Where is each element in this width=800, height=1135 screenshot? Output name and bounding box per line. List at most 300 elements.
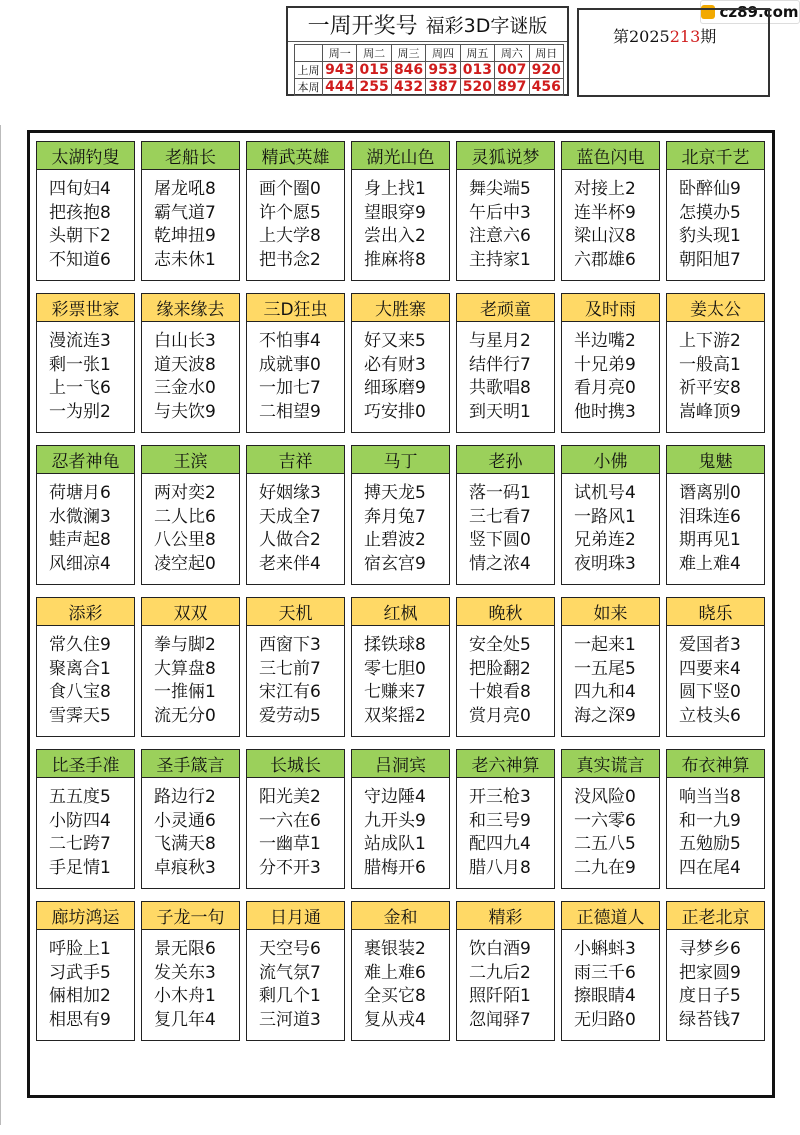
riddle-line: 巧安排0 bbox=[364, 401, 426, 422]
riddle-card bbox=[246, 597, 345, 737]
riddle-line: 奔月兔7 bbox=[364, 506, 426, 527]
card-title: 正德道人 bbox=[562, 902, 659, 930]
riddle-line: 卧醉仙9 bbox=[679, 179, 741, 199]
card-title: 双双 bbox=[142, 598, 239, 626]
riddle-line: 止碧波2 bbox=[364, 530, 426, 550]
riddle-line: 景无限6 bbox=[154, 939, 216, 959]
riddle-line: 阳光美2 bbox=[259, 787, 321, 807]
riddle-line: 流无分0 bbox=[154, 705, 216, 726]
riddle-line: 主持家1 bbox=[469, 249, 531, 270]
card-title: 彩票世家 bbox=[37, 294, 134, 322]
riddle-line: 开三枪3 bbox=[469, 787, 531, 807]
issue-prefix: 第2025 bbox=[613, 27, 670, 46]
riddle-line: 屠龙吼8 bbox=[154, 179, 216, 199]
riddle-line: 度日子5 bbox=[679, 986, 741, 1006]
riddle-line: 雪霁天5 bbox=[49, 705, 111, 726]
riddle-line: 腊八月8 bbox=[469, 857, 531, 878]
card-title: 太湖钓叟 bbox=[37, 142, 134, 170]
riddle-line: 二相望9 bbox=[259, 401, 321, 422]
riddle-line: 守边陲4 bbox=[364, 787, 426, 807]
riddle-card bbox=[36, 901, 135, 1041]
riddle-card bbox=[246, 293, 345, 433]
riddle-line: 志未休1 bbox=[154, 249, 216, 270]
riddle-line: 路边行2 bbox=[154, 787, 216, 807]
card-lines bbox=[352, 474, 449, 576]
riddle-line: 泪珠连6 bbox=[679, 506, 741, 527]
riddle-card bbox=[561, 141, 660, 281]
card-title: 忍者神龟 bbox=[37, 446, 134, 474]
riddle-line: 爱国者3 bbox=[679, 635, 741, 655]
riddle-card bbox=[351, 901, 450, 1041]
card-lines bbox=[457, 474, 554, 576]
riddle-card bbox=[666, 445, 765, 585]
riddle-card bbox=[141, 445, 240, 585]
riddle-line: 一推倆1 bbox=[154, 682, 216, 702]
riddle-card bbox=[456, 597, 555, 737]
riddle-line: 一起来1 bbox=[574, 635, 636, 655]
riddle-line: 宋江有6 bbox=[259, 682, 321, 702]
card-title: 灵狐说梦 bbox=[457, 142, 554, 170]
riddle-line: 怎摸办5 bbox=[679, 202, 741, 223]
riddle-grid bbox=[27, 130, 775, 1098]
riddle-line: 上下游2 bbox=[679, 331, 741, 351]
header-title: 一周开奖号 bbox=[307, 14, 418, 39]
riddle-card bbox=[561, 749, 660, 889]
card-lines bbox=[667, 170, 764, 272]
riddle-line: 情之浓4 bbox=[469, 553, 531, 574]
riddle-line: 三七前7 bbox=[259, 658, 321, 679]
card-title: 正老北京 bbox=[667, 902, 764, 930]
riddle-line: 夜明珠3 bbox=[574, 553, 636, 574]
weekly-draw-header bbox=[286, 6, 569, 96]
draw-number: 444 bbox=[323, 79, 357, 96]
riddle-line: 半边嘴2 bbox=[574, 331, 636, 351]
riddle-line: 大算盘8 bbox=[154, 658, 216, 679]
riddle-line: 立枝头6 bbox=[679, 705, 741, 726]
card-row bbox=[36, 597, 770, 739]
left-divider bbox=[0, 125, 1, 1125]
riddle-card bbox=[246, 141, 345, 281]
draw-number: 897 bbox=[495, 79, 529, 96]
day-cell: 周一 bbox=[323, 45, 357, 62]
card-title: 缘来缘去 bbox=[142, 294, 239, 322]
draw-number: 943 bbox=[323, 62, 357, 79]
riddle-card bbox=[141, 293, 240, 433]
riddle-line: 流气氛7 bbox=[259, 962, 321, 983]
card-title: 长城长 bbox=[247, 750, 344, 778]
riddle-line: 十兄弟9 bbox=[574, 354, 636, 375]
riddle-line: 四旬妇4 bbox=[49, 179, 111, 199]
card-title: 老船长 bbox=[142, 142, 239, 170]
draw-number: 013 bbox=[460, 62, 494, 79]
card-lines bbox=[247, 778, 344, 880]
card-title: 红枫 bbox=[352, 598, 449, 626]
riddle-card bbox=[246, 749, 345, 889]
riddle-card bbox=[141, 597, 240, 737]
card-title: 精彩 bbox=[457, 902, 554, 930]
card-lines bbox=[457, 778, 554, 880]
riddle-line: 八公里8 bbox=[154, 530, 216, 550]
riddle-line: 凌空起0 bbox=[154, 553, 216, 574]
riddle-card bbox=[36, 141, 135, 281]
card-title: 精武英雄 bbox=[247, 142, 344, 170]
card-lines bbox=[142, 474, 239, 576]
card-lines bbox=[562, 474, 659, 576]
riddle-line: 尝出入2 bbox=[364, 226, 426, 246]
card-lines bbox=[37, 322, 134, 424]
card-lines bbox=[247, 930, 344, 1032]
riddle-line: 对接上2 bbox=[574, 179, 636, 199]
riddle-line: 与夫饮9 bbox=[154, 401, 216, 422]
card-lines bbox=[667, 474, 764, 576]
card-row bbox=[36, 293, 770, 435]
riddle-line: 白山长3 bbox=[154, 331, 216, 351]
card-title: 姜太公 bbox=[667, 294, 764, 322]
riddle-line: 不怕事4 bbox=[259, 331, 321, 351]
riddle-card bbox=[351, 749, 450, 889]
riddle-line: 零七胆0 bbox=[364, 658, 426, 679]
riddle-line: 竖下圆0 bbox=[469, 530, 531, 550]
card-lines bbox=[352, 626, 449, 728]
riddle-line: 共歌唱8 bbox=[469, 378, 531, 398]
riddle-line: 必有财3 bbox=[364, 354, 426, 375]
riddle-line: 手足情1 bbox=[49, 857, 111, 878]
riddle-line: 四九和4 bbox=[574, 682, 636, 702]
riddle-card bbox=[141, 749, 240, 889]
riddle-line: 雨三千6 bbox=[574, 962, 636, 983]
riddle-line: 照阡陌1 bbox=[469, 986, 531, 1006]
card-lines bbox=[37, 778, 134, 880]
riddle-line: 两对奕2 bbox=[154, 483, 216, 503]
riddle-line: 和三号9 bbox=[469, 810, 531, 831]
this-week-label: 本周 bbox=[295, 79, 323, 96]
card-title: 吕洞宾 bbox=[352, 750, 449, 778]
card-row bbox=[36, 749, 770, 891]
card-lines bbox=[37, 474, 134, 576]
draw-number: 007 bbox=[495, 62, 529, 79]
card-title: 吉祥 bbox=[247, 446, 344, 474]
riddle-line: 人做合2 bbox=[259, 530, 321, 550]
card-lines bbox=[142, 626, 239, 728]
card-title: 北京千艺 bbox=[667, 142, 764, 170]
riddle-line: 风细凉4 bbox=[49, 553, 111, 574]
riddle-line: 小防四4 bbox=[49, 810, 111, 831]
riddle-line: 无归路0 bbox=[574, 1009, 636, 1030]
card-lines bbox=[667, 626, 764, 728]
riddle-line: 把家圆9 bbox=[679, 962, 741, 983]
riddle-line: 谮离别0 bbox=[679, 483, 741, 503]
riddle-line: 一六零6 bbox=[574, 810, 636, 831]
riddle-line: 饮白酒9 bbox=[469, 939, 531, 959]
riddle-line: 望眼穿9 bbox=[364, 202, 426, 223]
riddle-line: 一加七7 bbox=[259, 378, 321, 398]
card-row bbox=[36, 141, 770, 283]
riddle-line: 爱劳动5 bbox=[259, 705, 321, 726]
riddle-line: 相思有9 bbox=[49, 1009, 111, 1030]
riddle-line: 复几年4 bbox=[154, 1009, 216, 1030]
riddle-line: 四在尾4 bbox=[679, 857, 741, 878]
riddle-line: 倆相加2 bbox=[49, 986, 111, 1006]
draw-number: 456 bbox=[529, 79, 563, 96]
riddle-line: 发关东3 bbox=[154, 962, 216, 983]
riddle-line: 一般高1 bbox=[679, 354, 741, 375]
riddle-line: 食八宝8 bbox=[49, 682, 111, 702]
riddle-line: 成就事0 bbox=[259, 354, 321, 375]
card-title: 比圣手准 bbox=[37, 750, 134, 778]
riddle-line: 裹银装2 bbox=[364, 939, 426, 959]
card-lines bbox=[457, 170, 554, 272]
riddle-line: 全买它8 bbox=[364, 986, 426, 1006]
draw-number: 920 bbox=[529, 62, 563, 79]
card-lines bbox=[352, 930, 449, 1032]
riddle-line: 剩一张1 bbox=[49, 354, 111, 375]
draw-number: 387 bbox=[426, 79, 460, 96]
draw-number: 953 bbox=[426, 62, 460, 79]
card-lines bbox=[352, 778, 449, 880]
riddle-line: 把孩抱8 bbox=[49, 202, 111, 223]
riddle-line: 一幽草1 bbox=[259, 834, 321, 854]
issue-suffix: 期 bbox=[700, 27, 717, 46]
riddle-line: 许个愿5 bbox=[259, 202, 321, 223]
riddle-card bbox=[141, 901, 240, 1041]
riddle-line: 和一九9 bbox=[679, 810, 741, 831]
card-lines bbox=[37, 626, 134, 728]
riddle-card bbox=[456, 901, 555, 1041]
riddle-card bbox=[351, 445, 450, 585]
riddle-line: 把脸翻2 bbox=[469, 658, 531, 679]
card-lines bbox=[562, 778, 659, 880]
riddle-line: 细琢磨9 bbox=[364, 378, 426, 398]
riddle-line: 响当当8 bbox=[679, 787, 741, 807]
card-title: 廊坊鸿运 bbox=[37, 902, 134, 930]
riddle-line: 分不开3 bbox=[259, 857, 321, 878]
draw-number: 846 bbox=[391, 62, 425, 79]
issue-number bbox=[613, 24, 716, 47]
card-lines bbox=[562, 930, 659, 1032]
riddle-line: 上大学8 bbox=[259, 226, 321, 246]
card-lines bbox=[37, 170, 134, 272]
card-lines bbox=[562, 322, 659, 424]
riddle-line: 腊梅开6 bbox=[364, 857, 426, 878]
last-week-row bbox=[295, 62, 564, 79]
riddle-line: 兄弟连2 bbox=[574, 530, 636, 550]
card-lines bbox=[457, 322, 554, 424]
riddle-line: 天成全7 bbox=[259, 506, 321, 527]
riddle-card bbox=[36, 445, 135, 585]
card-lines bbox=[562, 626, 659, 728]
card-title: 布衣神算 bbox=[667, 750, 764, 778]
riddle-line: 看月亮0 bbox=[574, 378, 636, 398]
day-cell: 周六 bbox=[495, 45, 529, 62]
riddle-card bbox=[456, 749, 555, 889]
riddle-line: 乾坤扭9 bbox=[154, 226, 216, 246]
card-lines bbox=[37, 930, 134, 1032]
riddle-line: 头朝下2 bbox=[49, 226, 111, 246]
riddle-line: 三七看7 bbox=[469, 506, 531, 527]
riddle-line: 午后中3 bbox=[469, 202, 531, 223]
riddle-line: 画个圈0 bbox=[259, 179, 321, 199]
riddle-card bbox=[666, 293, 765, 433]
riddle-card bbox=[36, 597, 135, 737]
riddle-line: 六郡雄6 bbox=[574, 249, 636, 270]
riddle-card bbox=[456, 293, 555, 433]
card-title: 天机 bbox=[247, 598, 344, 626]
card-lines bbox=[667, 930, 764, 1032]
riddle-line: 天空号6 bbox=[259, 939, 321, 959]
riddle-line: 蛙声起8 bbox=[49, 530, 111, 550]
card-title: 如来 bbox=[562, 598, 659, 626]
riddle-line: 把书念2 bbox=[259, 249, 321, 270]
card-lines bbox=[352, 170, 449, 272]
riddle-line: 梁山汉8 bbox=[574, 226, 636, 246]
riddle-line: 祈平安8 bbox=[679, 378, 741, 398]
weekly-draw-table bbox=[294, 44, 564, 96]
riddle-line: 七赚来7 bbox=[364, 682, 426, 702]
riddle-line: 复从戎4 bbox=[364, 1009, 426, 1030]
riddle-line: 身上找1 bbox=[364, 179, 426, 199]
riddle-line: 连半杯9 bbox=[574, 202, 636, 223]
riddle-line: 霸气道7 bbox=[154, 202, 216, 223]
riddle-card bbox=[351, 293, 450, 433]
corner-cell bbox=[295, 45, 323, 62]
riddle-line: 道天波8 bbox=[154, 354, 216, 375]
riddle-line: 站成队1 bbox=[364, 834, 426, 854]
riddle-line: 五五度5 bbox=[49, 787, 111, 807]
riddle-line: 飞满天8 bbox=[154, 834, 216, 854]
riddle-line: 二七跨7 bbox=[49, 834, 111, 854]
card-title: 晚秋 bbox=[457, 598, 554, 626]
riddle-card bbox=[456, 445, 555, 585]
card-lines bbox=[352, 322, 449, 424]
riddle-line: 与星月2 bbox=[469, 331, 531, 351]
card-title: 晓乐 bbox=[667, 598, 764, 626]
card-lines bbox=[667, 778, 764, 880]
riddle-line: 舞尖端5 bbox=[469, 179, 531, 199]
riddle-card bbox=[561, 293, 660, 433]
riddle-line: 水微澜3 bbox=[49, 506, 111, 527]
card-title: 湖光山色 bbox=[352, 142, 449, 170]
riddle-line: 小灵通6 bbox=[154, 810, 216, 831]
day-cell: 周日 bbox=[529, 45, 563, 62]
draw-number: 520 bbox=[460, 79, 494, 96]
riddle-line: 剩几个1 bbox=[259, 986, 321, 1006]
riddle-card bbox=[561, 597, 660, 737]
riddle-line: 赏月亮0 bbox=[469, 705, 531, 726]
riddle-card bbox=[36, 749, 135, 889]
card-title: 圣手箴言 bbox=[142, 750, 239, 778]
riddle-line: 圆下竖0 bbox=[679, 682, 741, 702]
riddle-line: 推麻将8 bbox=[364, 249, 426, 270]
riddle-line: 三河道3 bbox=[259, 1009, 321, 1030]
riddle-line: 嵩峰顶9 bbox=[679, 401, 741, 422]
day-header-row bbox=[295, 45, 564, 62]
card-title: 小佛 bbox=[562, 446, 659, 474]
card-lines bbox=[667, 322, 764, 424]
card-lines bbox=[142, 322, 239, 424]
riddle-card bbox=[561, 445, 660, 585]
riddle-card bbox=[36, 293, 135, 433]
draw-number: 015 bbox=[357, 62, 391, 79]
card-row bbox=[36, 901, 770, 1043]
card-title: 三D狂虫 bbox=[247, 294, 344, 322]
riddle-line: 注意六6 bbox=[469, 226, 531, 246]
riddle-line: 小木舟1 bbox=[154, 986, 216, 1006]
card-title: 大胜寨 bbox=[352, 294, 449, 322]
last-week-label: 上周 bbox=[295, 62, 323, 79]
riddle-line: 一为别2 bbox=[49, 401, 111, 422]
header-subtitle: 福彩3D字谜版 bbox=[425, 15, 548, 37]
card-lines bbox=[247, 474, 344, 576]
riddle-line: 老来伴4 bbox=[259, 553, 321, 574]
riddle-line: 试机号4 bbox=[574, 483, 636, 503]
riddle-line: 二人比6 bbox=[154, 506, 216, 527]
day-cell: 周四 bbox=[426, 45, 460, 62]
riddle-line: 二五八5 bbox=[574, 834, 636, 854]
riddle-line: 绿苔钱7 bbox=[679, 1009, 741, 1030]
riddle-line: 没风险0 bbox=[574, 787, 636, 807]
riddle-line: 漫流连3 bbox=[49, 331, 111, 351]
header-title-bar bbox=[288, 8, 567, 42]
card-lines bbox=[142, 930, 239, 1032]
card-title: 日月通 bbox=[247, 902, 344, 930]
card-lines bbox=[457, 930, 554, 1032]
riddle-line: 好姻缘3 bbox=[259, 483, 321, 503]
riddle-line: 朝阳旭7 bbox=[679, 249, 741, 270]
draw-number: 255 bbox=[357, 79, 391, 96]
riddle-line: 揉铁球8 bbox=[364, 635, 426, 655]
riddle-card bbox=[351, 597, 450, 737]
riddle-line: 海之深9 bbox=[574, 705, 636, 726]
riddle-card bbox=[666, 597, 765, 737]
card-title: 鬼魅 bbox=[667, 446, 764, 474]
riddle-line: 双桨摇2 bbox=[364, 705, 426, 726]
card-title: 子龙一句 bbox=[142, 902, 239, 930]
card-title: 蓝色闪电 bbox=[562, 142, 659, 170]
riddle-line: 一五尾5 bbox=[574, 658, 636, 679]
card-lines bbox=[142, 170, 239, 272]
riddle-line: 小蝌蚪3 bbox=[574, 939, 636, 959]
riddle-card bbox=[456, 141, 555, 281]
riddle-line: 拳与脚2 bbox=[154, 635, 216, 655]
riddle-line: 上一飞6 bbox=[49, 378, 111, 398]
day-cell: 周二 bbox=[357, 45, 391, 62]
riddle-line: 二九在9 bbox=[574, 857, 636, 878]
card-lines bbox=[457, 626, 554, 728]
riddle-card bbox=[141, 141, 240, 281]
riddle-line: 到天明1 bbox=[469, 401, 531, 422]
riddle-line: 安全处5 bbox=[469, 635, 531, 655]
riddle-line: 期再见1 bbox=[679, 530, 741, 550]
riddle-card bbox=[666, 141, 765, 281]
riddle-card bbox=[351, 141, 450, 281]
riddle-line: 配四九4 bbox=[469, 834, 531, 854]
issue-highlight: 213 bbox=[669, 27, 701, 46]
riddle-card bbox=[246, 445, 345, 585]
draw-number: 432 bbox=[391, 79, 425, 96]
card-lines bbox=[142, 778, 239, 880]
riddle-line: 豹头现1 bbox=[679, 226, 741, 246]
card-title: 老孙 bbox=[457, 446, 554, 474]
riddle-line: 常久住9 bbox=[49, 635, 111, 655]
riddle-line: 难上难6 bbox=[364, 962, 426, 983]
day-cell: 周五 bbox=[460, 45, 494, 62]
riddle-card bbox=[666, 749, 765, 889]
card-title: 金和 bbox=[352, 902, 449, 930]
card-lines bbox=[247, 322, 344, 424]
riddle-line: 搏天龙5 bbox=[364, 483, 426, 503]
riddle-line: 宿玄宫9 bbox=[364, 553, 426, 574]
riddle-line: 一路风1 bbox=[574, 506, 636, 527]
